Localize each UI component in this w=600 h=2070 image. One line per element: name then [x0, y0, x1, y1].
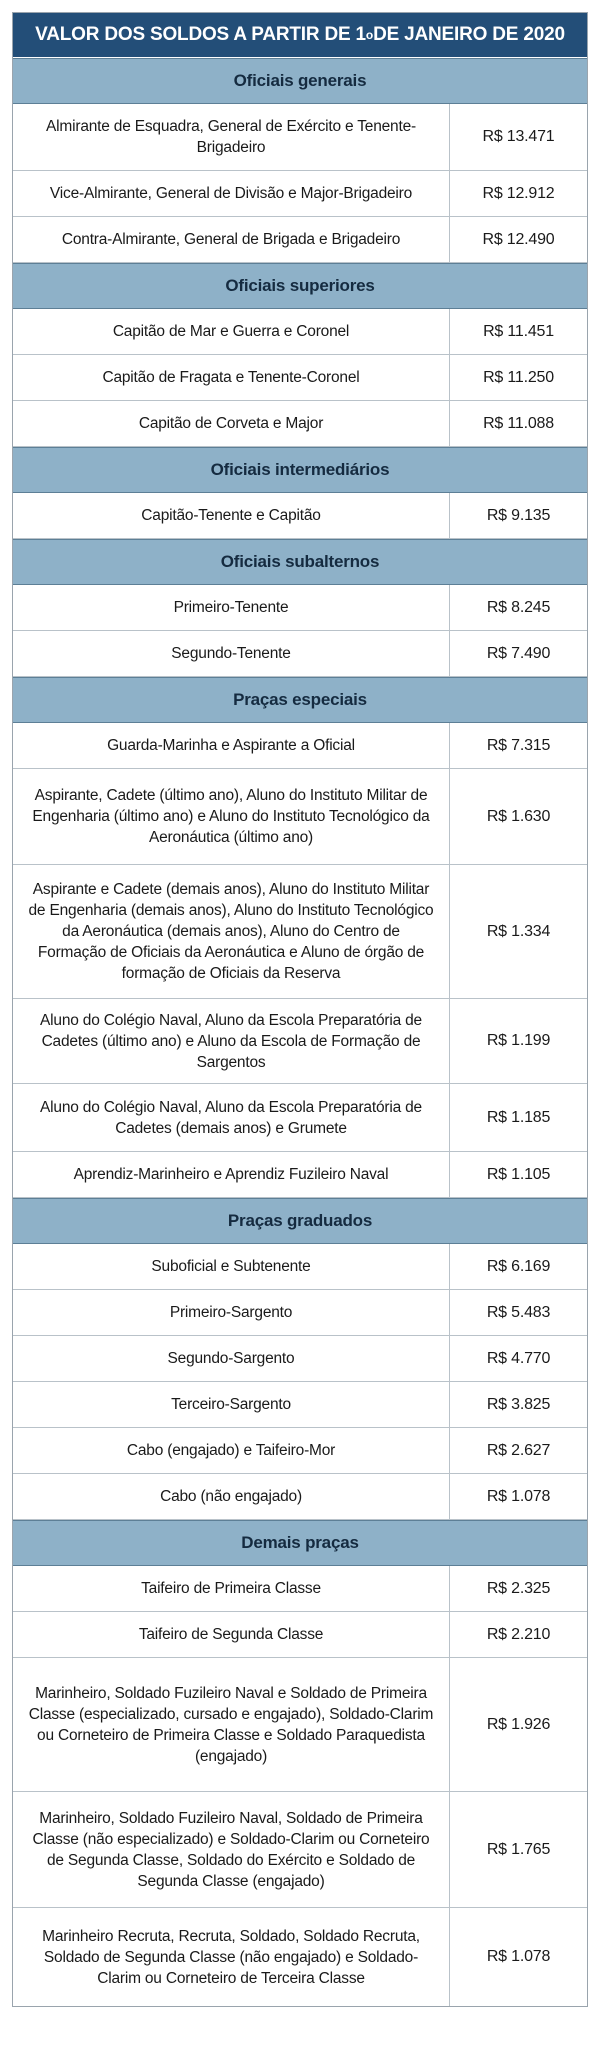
salary-value-cell: R$ 1.078 — [486, 1487, 551, 1505]
rank-cell: Aprendiz-Marinheiro e Aprendiz Fuzileiro Naval — [13, 1152, 450, 1197]
table-row — [13, 631, 587, 677]
salary-value-cell: R$ 12.912 — [482, 184, 555, 202]
table-row — [13, 865, 587, 999]
table-row — [13, 493, 587, 539]
rank-cell: Capitão de Fragata e Tenente-Coronel — [13, 355, 450, 400]
table-row — [13, 1908, 587, 2006]
table-row — [13, 355, 587, 401]
rank-cell: Terceiro-Sargento — [13, 1382, 450, 1427]
salary-value-cell: R$ 1.765 — [486, 1840, 551, 1858]
rank-cell: Cabo (engajado) e Taifeiro-Mor — [13, 1428, 450, 1473]
salary-value-cell: R$ 2.627 — [486, 1441, 551, 1459]
rank-cell: Capitão de Mar e Guerra e Coronel — [13, 309, 450, 354]
rank-cell: Almirante de Esquadra, General de Exército e Tenente-Brigadeiro — [13, 104, 450, 170]
table-row — [13, 585, 587, 631]
salary-value-cell: R$ 5.483 — [486, 1303, 551, 1321]
salary-value-cell: R$ 13.471 — [482, 128, 555, 145]
rank-cell: Aluno do Colégio Naval, Aluno da Escola Preparatória de Cadetes (demais anos) e Grumete — [13, 1084, 450, 1151]
title-ordinal: o — [365, 28, 374, 42]
salary-value-cell: R$ 1.926 — [486, 1715, 551, 1733]
rank-cell: Primeiro-Tenente — [13, 585, 450, 630]
salary-value-cell: R$ 1.199 — [486, 1032, 551, 1049]
salary-value-cell: R$ 11.088 — [483, 414, 554, 432]
table-row — [13, 1658, 587, 1792]
section-header: Demais praças — [13, 1520, 587, 1566]
rank-cell: Segundo-Sargento — [13, 1336, 450, 1381]
salary-value-cell: R$ 2.210 — [486, 1625, 551, 1643]
table-row — [13, 1566, 587, 1612]
rank-cell: Contra-Almirante, General de Brigada e Brigadeiro — [13, 217, 450, 262]
rank-cell: Capitão de Corveta e Major — [13, 401, 450, 446]
rank-cell: Aluno do Colégio Naval, Aluno da Escola Preparatória de Cadetes (último ano) e Aluno da Escola de Formação de Sargentos — [13, 999, 450, 1083]
salary-value-cell: R$ 2.325 — [486, 1579, 551, 1597]
table-row — [13, 1428, 587, 1474]
table-row — [13, 1152, 587, 1198]
table-row — [13, 1612, 587, 1658]
table-row — [13, 1382, 587, 1428]
rank-cell: Taifeiro de Segunda Classe — [13, 1612, 450, 1657]
section-header: Praças especiais — [13, 677, 587, 723]
table-row — [13, 1336, 587, 1382]
section-header: Oficiais subalternos — [13, 539, 587, 585]
rank-cell: Guarda-Marinha e Aspirante a Oficial — [13, 723, 450, 768]
table-row — [13, 769, 587, 865]
table-row — [13, 1792, 587, 1908]
rank-cell: Taifeiro de Primeira Classe — [13, 1566, 450, 1611]
rank-cell: Vice-Almirante, General de Divisão e Major-Brigadeiro — [13, 171, 450, 216]
rank-cell: Suboficial e Subtenente — [13, 1244, 450, 1289]
table-row — [13, 217, 587, 263]
salary-value-cell: R$ 1.630 — [486, 807, 551, 825]
salary-value-cell: R$ 6.169 — [486, 1257, 551, 1275]
table-row — [13, 723, 587, 769]
rank-cell: Marinheiro Recruta, Recruta, Soldado, Soldado Recruta, Soldado de Segunda Classe (não engajado) e Soldado-Clarim ou Corneteiro de Terceira Classe — [13, 1908, 450, 2006]
salary-value-cell: R$ 9.135 — [486, 506, 551, 524]
table-row — [13, 401, 587, 447]
salary-value-cell: R$ 4.770 — [486, 1349, 551, 1367]
table-row — [13, 309, 587, 355]
salary-value-cell: R$ 7.315 — [486, 736, 551, 754]
salary-value-cell: R$ 3.825 — [486, 1395, 551, 1413]
rank-cell: Segundo-Tenente — [13, 631, 450, 676]
salary-value-cell: R$ 11.451 — [483, 322, 554, 340]
rank-cell: Aspirante e Cadete (demais anos), Aluno do Instituto Militar de Engenharia (demais anos), Aluno do Instituto Tecnológico da Aeronáutica (demais anos), Aluno do Centro de Formação de Oficiais da Aeronáutica e Aluno de órgão de formação de Oficiais da Reserva — [13, 865, 450, 998]
table-row — [13, 1244, 587, 1290]
table-title — [13, 13, 587, 58]
section-header: Oficiais generais — [13, 58, 587, 104]
salary-value-cell: R$ 7.490 — [486, 644, 551, 662]
salary-value-cell: R$ 12.490 — [482, 230, 555, 248]
table-row — [13, 104, 587, 171]
rank-cell: Marinheiro, Soldado Fuzileiro Naval, Soldado de Primeira Classe (não especializado) e Soldado-Clarim ou Corneteiro de Segunda Classe, Soldado do Exército e Soldado de Segunda Classe (engajado) — [13, 1792, 450, 1907]
salary-value-cell: R$ 1.185 — [486, 1108, 551, 1126]
salary-value-cell: R$ 1.078 — [486, 1948, 551, 1965]
table-row — [13, 1474, 587, 1520]
section-header: Oficiais intermediários — [13, 447, 587, 493]
table-row — [13, 1084, 587, 1152]
salary-value-cell: R$ 1.105 — [486, 1165, 551, 1183]
rank-cell: Capitão-Tenente e Capitão — [13, 493, 450, 538]
rank-cell: Primeiro-Sargento — [13, 1290, 450, 1335]
rank-cell: Cabo (não engajado) — [13, 1474, 450, 1519]
table-row — [13, 1290, 587, 1336]
section-header: Oficiais superiores — [13, 263, 587, 309]
salary-value-cell: R$ 11.250 — [483, 368, 554, 386]
table-body — [13, 58, 587, 2006]
rank-cell: Marinheiro, Soldado Fuzileiro Naval e Soldado de Primeira Classe (especializado, cursado e engajado), Soldado-Clarim ou Corneteiro de Primeira Classe e Soldado Paraquedista (engajado) — [13, 1658, 450, 1791]
table-row — [13, 171, 587, 217]
title-suffix: DE JANEIRO DE 2020 — [373, 24, 565, 45]
rank-cell: Aspirante, Cadete (último ano), Aluno do Instituto Militar de Engenharia (último ano) e Aluno do Instituto Tecnológico da Aeronáutica (último ano) — [13, 769, 450, 864]
title-prefix: VALOR DOS SOLDOS A PARTIR DE 1 — [35, 24, 366, 45]
table-row — [13, 999, 587, 1084]
salary-value-cell: R$ 8.245 — [486, 598, 551, 616]
salary-table — [12, 12, 588, 2007]
salary-value-cell: R$ 1.334 — [486, 922, 551, 940]
section-header: Praças graduados — [13, 1198, 587, 1244]
